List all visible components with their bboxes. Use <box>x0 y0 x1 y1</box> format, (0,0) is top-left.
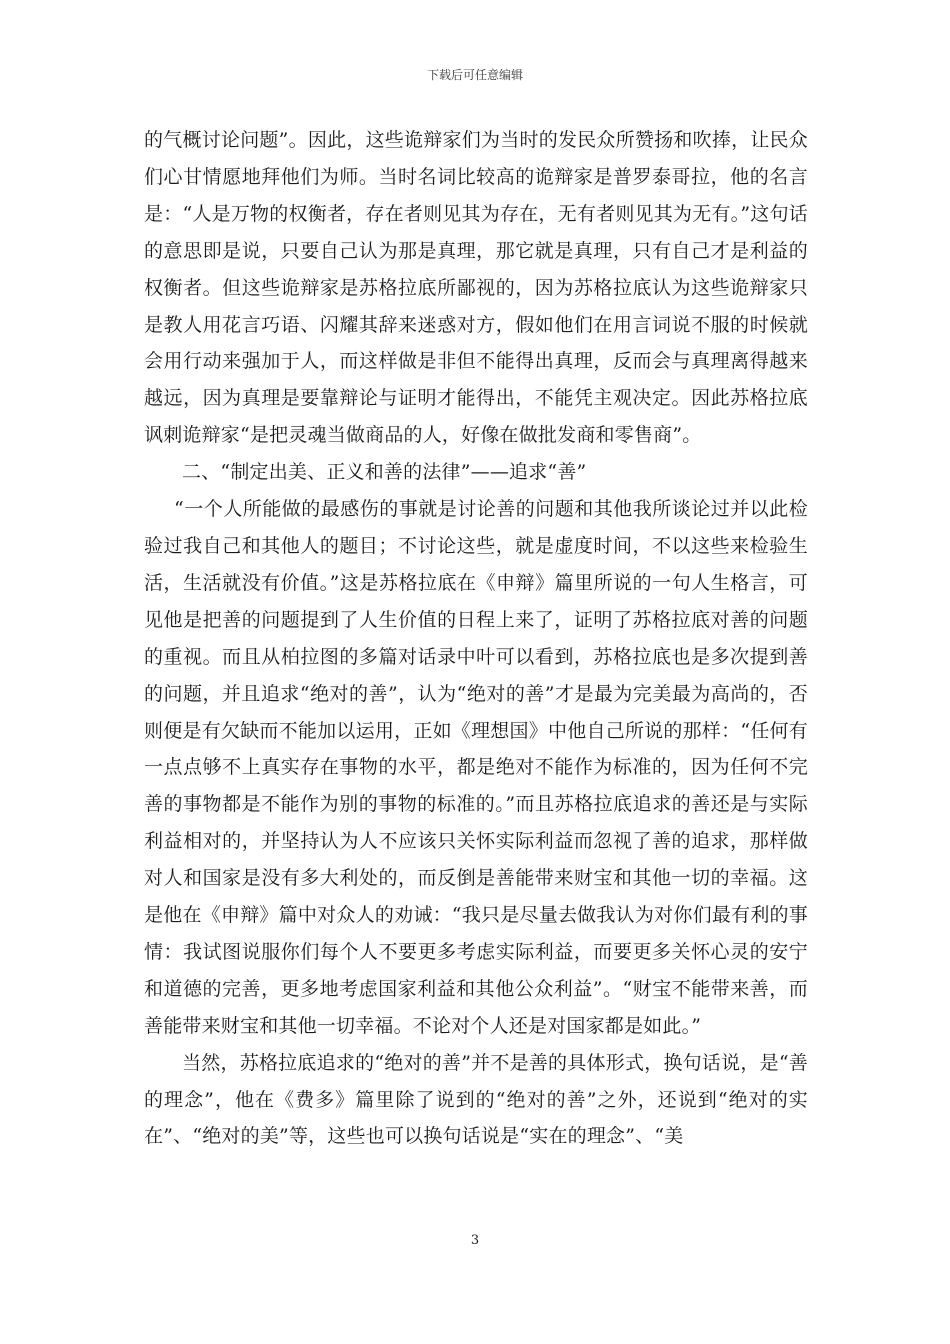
paragraph-continuation: 的气概讨论问题”。因此，这些诡辩家们为当时的发民众所赞扬和吹捧，让民众们心甘情愿地拜他们为师。当时名词比较高的诡辩家是普罗泰哥拉，他的名言是：“人是万物的权衡者，存在者则见其为存在，无有者则见其为无有。”这句话的意思即是说，只要自己认为那是真理，那它就是真理，只有自己才是利益的权衡者。但这些诡辩家是苏格拉底所鄙视的，因为苏格拉底认为这些诡辩家只是教人用花言巧语、闪耀其辞来迷惑对方，假如他们在用言词说不服的时候就会用行动来强加于人，而这样做是非但不能得出真理，反而会与真理离得越来越远，因为真理是要靠辩论与证明才能得出，不能凭主观决定。因此苏格拉底讽刺诡辩家“是把灵魂当做商品的人，好像在做批发商和零售商”。 <box>144 129 808 447</box>
page-header: 下载后可任意编辑 <box>426 68 523 82</box>
paragraph-quote-good: “一个人所能做的最感伤的事就是讨论善的问题和其他我所谈论过并以此检验过我自己和其他人的题目；不讨论这些，就是虚度时间，不以这些来检验生活，生活就没有价值。”这是苏格拉底在《申辩》篇里所说的一句人生格言，可见他是把善的问题提到了人生价值的日程上来了，证明了苏格拉底对善的问题的重视。而且从柏拉图的多篇对话录中叶可以看到，苏格拉底也是多次提到善的问题，并且追求“绝对的善”，认为“绝对的善”才是最为完美最为高尚的，否则便是有欠缺而不能加以运用，正如《理想国》中他自己所说的那样：“任何有一点点够不上真实存在事物的水平，都是绝对不能作为标准的，因为任何不完善的事物都是不能作为别的事物的标准的。”而且苏格拉底追求的善还是与实际利益相对的，并坚持认为人不应该只关怀实际利益而忽视了善的追求，那样做对人和国家是没有多大利处的，而反倒是善能带来财宝和其他一切的幸福。这是他在《申辩》篇中对众人的劝诫：“我只是尽量去做我认为对你们最有利的事情：我试图说服你们每个人不要更多考虑实际利益，而要更多关怀心灵的安宁和道德的完善，更多地考虑国家利益和其他公众利益”。“财宝不能带来善，而善能带来财宝和其他一切幸福。不论对个人还是对国家都是如此。” <box>144 498 808 1037</box>
section-heading: 二、“制定出美、正义和善的法律”——追求“善” <box>182 461 587 484</box>
document-body <box>144 122 808 1155</box>
paragraph-absolute-good: 当然，苏格拉底追求的“绝对的善”并不是善的具体形式，换句话说，是“善的理念”，他在《费多》篇里除了说到的“绝对的善”之外，还说到“绝对的实在”、“绝对的美”等，这些也可以换句话说是“实在的理念”、“美 <box>144 1051 808 1148</box>
page-number: 3 <box>470 1233 480 1248</box>
